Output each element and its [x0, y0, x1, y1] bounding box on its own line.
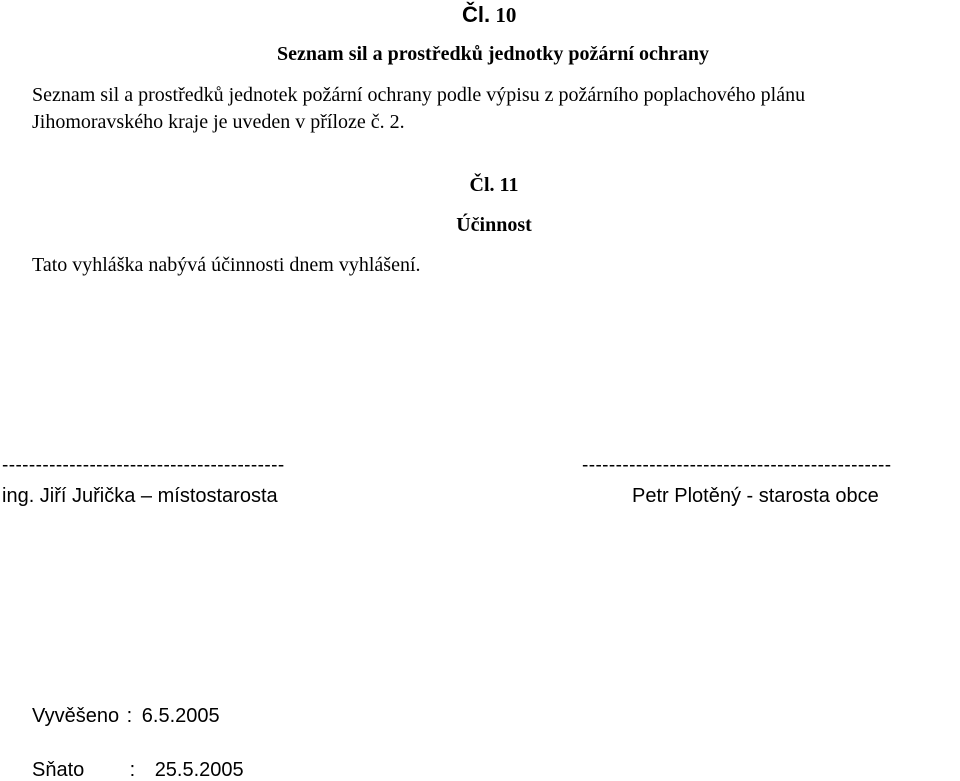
posted-row [32, 706, 220, 726]
removed-label: Sňato [32, 759, 85, 781]
removed-date: 25.5.2005 [154, 759, 244, 781]
posted-date: 6.5.2005 [141, 705, 220, 727]
article-11-title: Účinnost [456, 214, 532, 236]
article-10-paragraph-line-2: Jihomoravského kraje je uveden v příloze č. 2. [32, 111, 405, 133]
signature-line-left: ------------------------------------------ [2, 455, 285, 476]
removed-separator: : [129, 759, 136, 781]
posted-label: Vyvěšeno [32, 705, 120, 727]
article-11-heading: Čl. 11 [469, 174, 519, 196]
article-10-heading [462, 4, 516, 26]
article-10-title: Seznam sil a prostředků jednotky požární ochrany [277, 43, 709, 65]
signature-name-left: ing. Jiří Juřička – místostarosta [2, 485, 278, 507]
article-10-paragraph-line-1: Seznam sil a prostředků jednotek požární ochrany podle výpisu z požárního poplachového plánu [32, 84, 806, 106]
article-10-heading-number: 10 [495, 3, 517, 27]
article-10-heading-prefix: Čl. [462, 2, 491, 27]
removed-row [32, 760, 244, 780]
signature-line-right: ---------------------------------------------- [582, 455, 892, 476]
article-11-paragraph: Tato vyhláška nabývá účinnosti dnem vyhlášení. [32, 254, 421, 276]
signature-name-right: Petr Plotěný - starosta obce [632, 485, 879, 507]
posted-separator: : [126, 705, 133, 727]
